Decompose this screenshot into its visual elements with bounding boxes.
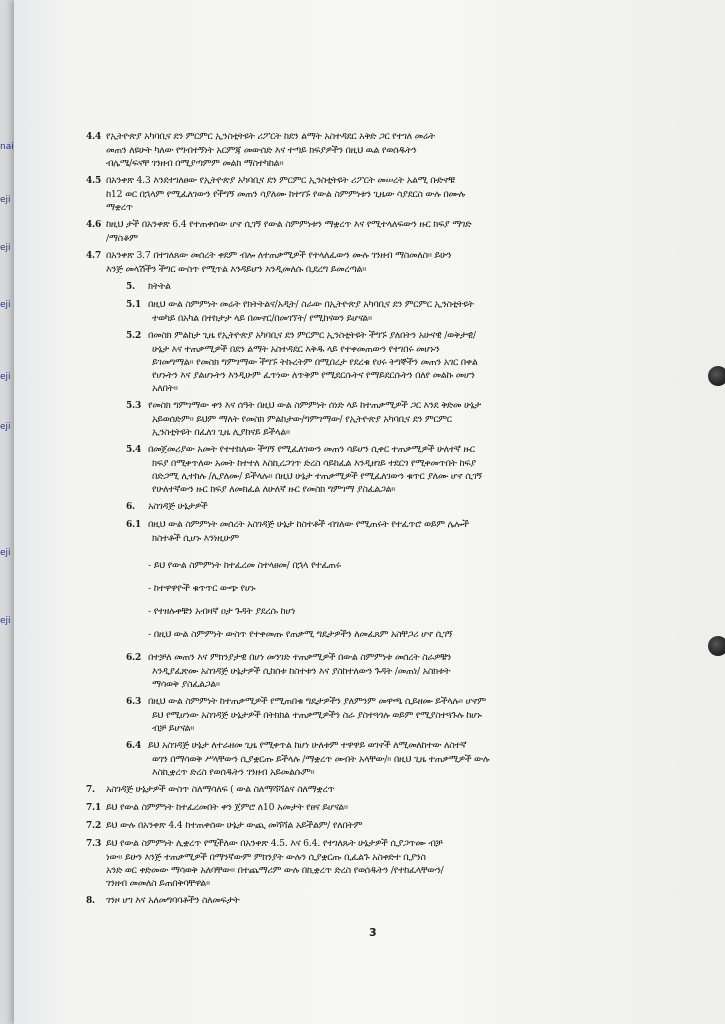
paragraph: [86, 695, 676, 739]
section-number: 6.4: [126, 741, 142, 751]
paragraph-line: ማሳወቅ ያስፈልጋል፡፡: [152, 679, 220, 690]
paragraph: [86, 783, 676, 801]
paragraph: [86, 298, 676, 329]
paragraph-first-line: [86, 651, 676, 665]
paragraph: [86, 572, 676, 595]
paragraph-line: አለበት፡፡: [152, 383, 178, 394]
page-number: 3: [369, 926, 377, 939]
paragraph-text: ይህ የውል ስምምነት ሊቋረጥ የሚችለው በአንቀጽ 4.5. እና 6.4. የተገለጹት ሁኔታዎች ሲያጋጥሙ ብቻ: [106, 838, 443, 849]
paragraph-text: ከዚህ ታች በአንቀጽ 6.4 የተጠቀሰው ሆኖ ሲገኝ የውል ስምምነቱን ማቋረጥ እና የሚተላለፍውን ዙር ክፍያ ማገድ: [106, 219, 472, 230]
punch-hole: [708, 636, 725, 656]
paragraph-text: በዚህ ውል ስምምነት መሰረት አስገዳጅ ሁኔታ ከስተቶች ብገለው የሚጠሩት የተፈጥሮ ወይም ሌሎች: [148, 519, 469, 530]
section-number: 7.2: [86, 821, 102, 831]
paragraph-line: እንዲያፈጽሙ አስገዳጅ ሁኔታዎች ሲከሰቱ ከስተቱን እና ያስከተለውን ጉዳት /መጠነ/ አስክቱት: [152, 666, 451, 677]
paragraph-first-line: [86, 298, 676, 312]
paragraph-line: አንድ ወር ቀድመው ማሳወቅ አለባቸው፡፡ በተጨማሪም ውሉ በኪቋረጥ ድረስ የወሰዱትን /የተከፈላቸውን/: [106, 865, 444, 876]
paragraph-text: በተቻለ መጠን እና ምክንያታዊ በሆነ መንገድ ተጠቃሚዎች በውል ስምምነቱ መሰረት ስራዎቹን: [148, 652, 452, 663]
bullet-line: - የተዘሉቀቹን አብዛኛ ዐታ ጉዳት ያደረሱ ከሆነ: [148, 606, 296, 617]
paragraph-text: በመጀመሪያው አመት የተተከለው ችግኝ የሚፈለገውን መጠን ሳይሆን ሲቀር ተጠቃሚዎች ሁለተኛ ዙር: [148, 444, 475, 455]
document-page: [14, 0, 725, 1024]
paragraph: [86, 443, 676, 500]
paragraph-line: እንጅ መላሽችን ችግር ውስጥ የሚጥል እንዳይሆን እንዲመለሱ ቢደረግ ይመረጣል፡፡: [106, 264, 367, 275]
paragraph-text: በአንቀጽ 3.7 በተገለጸው መሰረት ቀደም ብሎ ለተጠቃሚዎች የተላለፈውን ሙሉ ገንዘብ ማስመለስ፡፡ ይሁን: [106, 250, 452, 261]
paragraph-text: ገንዞ ሆገ እና አለመግባባቶችን ስለመፍታት: [106, 895, 240, 906]
section-number: 7.: [86, 785, 95, 795]
paragraph: [86, 174, 676, 218]
paragraph: [86, 819, 676, 837]
paragraph-first-line: [86, 218, 676, 232]
binder-tab-label: eji: [0, 548, 11, 558]
section-number: 5.3: [126, 401, 142, 411]
paragraph-text: አስገዳጅ ሁኔታዎች ውስጥ ስለማሳለፍ ( ውል ስለማሻሻልና ስለማቋረጥ: [106, 784, 335, 795]
paragraph-first-line: [86, 174, 676, 188]
paragraph-first-line: [86, 695, 676, 709]
bullet-line: - ከተዋዋዮች ቁጥጥር ውጭ የሆኑ: [148, 583, 256, 594]
paragraph: [86, 618, 676, 651]
section-number: 6.3: [126, 697, 142, 707]
section-number: 7.3: [86, 839, 102, 849]
paragraph-line: /ማስቆም: [106, 233, 138, 244]
punch-hole: [708, 366, 725, 386]
section-number: 4.5: [86, 176, 102, 186]
paragraph-line: ወገን በማሳወቅ ሥላቸውን ሲያቋርጡ ይችላሉ /ማቋረጥ መብት አላቸው/፡፡ በዚህ ጊዜ ተጠቃሚዎች ውሉ: [152, 754, 490, 765]
section-number: 4.6: [86, 220, 102, 230]
paragraph: [86, 218, 676, 249]
paragraph-text: ይህ አስገዳጅ ሁኔታ ለተራዘመ ጊዜ የሚቀጥል ከሆነ ሁለቱም ተዋዋይ ወገኖች ለሚመለከተው ለስተኛ: [148, 740, 467, 751]
paragraph-line: ተወካይ በአካል በተከታታ ላይ በመኖር/በመገኘት/ የሚከናወን ይሆናል፡፡: [152, 313, 372, 324]
paragraph-line: ከ12 ወር በኋላም የሚፈለገውን የችግኝ መጠን ሳያለሙ ከተገኙ የውል ስምምነቱን ጊዜው ሳያደርስ ውሉ በሙሉ: [106, 189, 465, 200]
paragraph-first-line: [86, 500, 676, 514]
paragraph-first-line: [86, 518, 676, 532]
paragraph-line: ይህ የሚሆነው አስገዳጅ ሁኔታዎች በትክክል ተጠቃሚዎችን ስራ ያስተጓጎሉ ወይም የሚያስተጓጉሉ ከሆኑ: [152, 710, 482, 721]
binder-tab-label: eji: [0, 616, 11, 626]
paragraph: [86, 651, 676, 695]
paragraph-line: ክፍያ በሚቀጥለው አመት ከተተለ እስኪረጋገጥ ድረስ ሳይከፈል እንዲዘገይ ተደርጎ የሚቀመጥበት ከፍያ: [152, 458, 476, 469]
paragraph: [86, 399, 676, 443]
paragraph-text: በአንቀጽ 4.3 እንደተገለፀው የኢትዮጵያ አካባቢና ደን ምርምር ኢንስቲትዩት ሪፖርት መሠረት አልሚ ቡድኖቹ: [106, 175, 455, 186]
paragraph-line: ብሌሜ/ፍናቸ ገንዘብ በሚያጣምም መልክ ማስተካከል፡፡: [106, 158, 284, 169]
paragraph: [86, 280, 676, 298]
paragraph: [86, 130, 676, 174]
section-number: 6.2: [126, 653, 142, 663]
binder-tab-label: nai: [0, 142, 14, 152]
section-number: 4.7: [86, 251, 102, 261]
paragraph-line: ማቋረጥ: [106, 202, 133, 213]
paragraph-text: ክትትል: [148, 281, 171, 292]
paragraph-line: የሁለተኛውን ዙር ክፍያ ለመክፈል ለሁለኛ ዙር የመስክ ግምገማ ያስፈልጋል፡፡: [152, 484, 396, 495]
paragraph-first-line: [86, 819, 676, 833]
paragraph-line: መጠን ለዩሁት ካለው የግብተኝነት አርምጃ መውሰድ እና ተጣይ ክፍያዎችን በዚህ ዉል የወሰዱትን: [106, 145, 417, 156]
paragraph: [86, 837, 676, 894]
binder-tab-label: eji: [0, 372, 11, 382]
binder-tab-label: eji: [0, 422, 11, 432]
paragraph-first-line: [86, 783, 676, 797]
paragraph: [86, 329, 676, 399]
section-number: 6.: [126, 502, 135, 512]
paragraph-line: በድጋሚ ሊተከሉ /ሊያለሙ/ ይችላሉ፡፡ በዚህ ሁኔታ ተጠቃሚዎች የሚፈለገውን ቁጥር ያለሙ ሆኖ ሲገኝ: [152, 471, 482, 482]
section-number: 5.1: [126, 300, 142, 310]
paragraph-text: አስገዳጅ ሁኔታዎች: [148, 501, 208, 512]
section-number: 5.: [126, 282, 135, 292]
paragraph-line: አይወሰድም፡፡ ይህም ማለት የመስክ ምልከታው/ግምገማው/ የኢትዮጵያ አካባቢና ደን ምርምር: [152, 414, 452, 425]
paragraph-first-line: [86, 130, 676, 144]
bullet-line: - ይህ የውል ስምምነት ከተፈረመ ስተላፀመ/ በኋላ የተፈጠሩ: [148, 560, 341, 571]
paragraph-line: ይገመግማል፡፡ የመስክ ግምገማው ችግኙ ትኩረትም በሚበረታ የደረቁ የሀሩ ትግኞችን መጠን አገር በቀል: [152, 357, 478, 368]
paragraph-line: ገንዘብ መመለስ ይጠበቅባቸዋል፡፡: [106, 878, 210, 889]
paragraph-first-line: [86, 739, 676, 753]
binder-tab-label: eji: [0, 243, 11, 253]
paragraph-line: ክስተቶች ሲሆኑ እንነዚሁም: [152, 533, 239, 544]
bullet-line: - በዚህ ውል ስምምነት ውስጥ የተቀመጡ የጠቃሚ ግዴታዎችን ለመፈጸም አስቸጋሪ ሆኖ ሲገኝ: [148, 629, 453, 640]
paragraph-text: በመስክ ምልከታ ጊዜ የኢትዮጵያ አካባቢና ደን ምርምር ኢንስቲትዩት ችግኙ ያለበትን አሁናዊ /ወቅታዊ/: [148, 330, 476, 341]
section-number: 5.4: [126, 445, 142, 455]
paragraph-first-line: [86, 443, 676, 457]
paragraph: [86, 739, 676, 783]
paragraph-first-line: [86, 837, 676, 851]
section-number: 8.: [86, 896, 95, 906]
paragraph: [86, 549, 676, 572]
paragraph: [86, 595, 676, 618]
document-body: [86, 130, 676, 912]
paragraph-first-line: [86, 894, 676, 908]
paragraph-text: በዚህ ውል ስምምነት መሬት የክትትልና/አዲት/ ስራው በኢትዮጵያ አካባቢና ደን ምርምር ኢንስቲትዩት: [148, 299, 474, 310]
paragraph: [86, 249, 676, 280]
paragraph: [86, 500, 676, 518]
paragraph-first-line: [86, 399, 676, 413]
binder-tab-label: eji: [0, 300, 11, 310]
section-number: 4.4: [86, 132, 102, 142]
section-number: 7.1: [86, 803, 102, 813]
paragraph: [86, 518, 676, 549]
paragraph-first-line: [86, 280, 676, 294]
paragraph-line: ብቻ ይሆናል፡፡: [152, 723, 195, 734]
paragraph-text: በዚህ ውል ስምምነት ከተጠቃሚዎች የሚጠበቁ ግዴታዎችን ያለምንም መዋጫ ሲይዘሙ ይችላሉ፡፡ ሆኖም: [148, 696, 486, 707]
paragraph-first-line: [86, 329, 676, 343]
paragraph-first-line: [86, 801, 676, 815]
paragraph-line: ኢንስቲትዩት በፈለገ ጊዜ ሊያከናይ ይችላል፡፡: [152, 427, 290, 438]
section-number: 5.2: [126, 331, 142, 341]
section-number: 6.1: [126, 520, 142, 530]
paragraph-line: ነው፡፡ ይሁን እንጅ ተጠቃሚዎች በማንኛውም ምክንያት ውሉን ሲያቋርጡ ቢፈልጉ አስቀድተ ቢያንስ: [106, 852, 426, 863]
paragraph-first-line: [86, 249, 676, 263]
paragraph: [86, 801, 676, 819]
paragraph-text: የመስክ ግምገማው ቀን እና ሰዓት በዚህ ውል ስምምነት ሰነድ ላይ ከተጠቃሚዎች ጋር እንደ ቅድመ ሁኔታ: [148, 400, 481, 411]
paragraph-line: እስኪቋረጥ ድረስ የወሰዱትን ገንዘብ አይመልሱም፡፡: [152, 767, 315, 778]
paragraph-text: የኢትዮጵያ አካባቢና ደን ምርምር ኢንስቲትዩት ሪፖርት ከደን ልማት አስተዳደር አቅድ ጋር የተገለ መሬት: [106, 131, 435, 142]
paragraph-line: የሆኑትን እና ያልሆኑትን እንዲሁም ፈጥነው ለጥቅም የሚደርሱትና የማይደርሱትን በለየ መልኩ መሆን: [152, 370, 475, 381]
paragraph-text: ይህ የውል ስምምነት ከተፈረመበት ቀን ጀምሮ ለ10 አመታት የፀና ይሆናል፡፡: [106, 802, 348, 813]
paragraph: [86, 894, 676, 912]
binder-tab-label: eji: [0, 195, 11, 205]
paragraph-line: ሁኔታ እና ተጠቃሚዎች በደን ልማት አስተዳደር እቅዱ ላይ የተቀመጠውን የተገበሩ መሆኑን: [152, 344, 440, 355]
paragraph-text: ይህ ውሉ በአንቀጽ 4.4 ከተጠቀሰው ሁኔታ ውጪ መሻሻል አይችልም/ የለበትም: [106, 820, 363, 831]
